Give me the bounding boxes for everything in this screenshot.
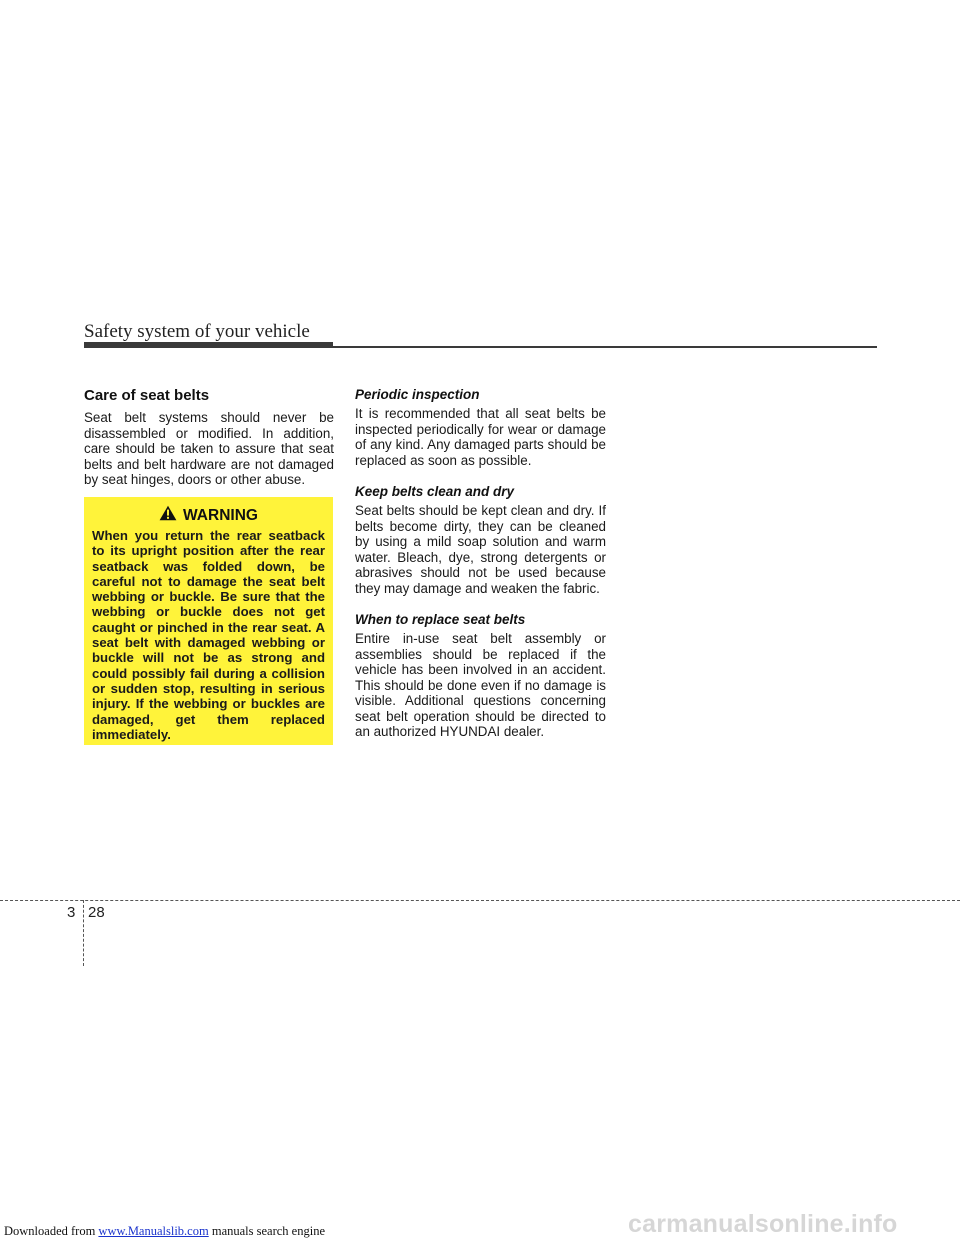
- warning-triangle-icon: [159, 505, 177, 526]
- page-header-title: Safety system of your vehicle: [84, 321, 310, 342]
- warning-text: When you return the rear seatback to its upright position after the rear seatback was folded down, be careful not to damage the seat belt webbing or buckle. Be sure that the webbing or buckle does not get caught or pinched in the rear seat. A seat belt with damaged webbing or buckle will not be as strong and could possibly fail during a collision or sudden stop, resulting in serious injury. If the webbing or buckles are damaged, get them replaced immediately.: [92, 528, 325, 742]
- section-heading-care: Care of seat belts: [84, 387, 210, 404]
- section-body-care: Seat belt systems should never be disassembled or modified. In addition, care should be taken to assure that seat belts and belt hardware are not damaged by seat hinges, doors or other abuse.: [84, 410, 334, 487]
- sub-body-replace: Entire in-use seat belt assembly or assemblies should be replaced if the vehicle has been involved in an accident. This should be done even if no damage is visible. Additional questions concerning seat belt operation should be directed to an authorized HYUNDAI dealer.: [355, 631, 606, 739]
- sub-heading-replace: When to replace seat belts: [355, 612, 526, 627]
- sub-heading-keep-clean: Keep belts clean and dry: [355, 484, 515, 499]
- left-column: [84, 387, 334, 488]
- warning-title: WARNING: [183, 506, 258, 524]
- right-column: [355, 387, 606, 740]
- warning-header: [92, 505, 325, 526]
- manualslib-link[interactable]: www.Manualslib.com: [98, 1224, 209, 1238]
- download-footer: [4, 1224, 325, 1239]
- footer-dashed-vertical: [83, 900, 84, 966]
- page-number: 28: [88, 904, 105, 921]
- header-rule-thin: [84, 346, 877, 348]
- footer-suffix: manuals search engine: [208, 1224, 325, 1238]
- sub-body-periodic-inspection: It is recommended that all seat belts be inspected periodically for wear or damage of any kind. Any damaged parts should be replaced as soon as possible.: [355, 406, 606, 468]
- footer-dashed-rule: [0, 900, 960, 901]
- watermark-text: carmanualsonline.info: [628, 1210, 898, 1238]
- sub-body-keep-clean: Seat belts should be kept clean and dry. If belts become dirty, they can be cleaned by using a mild soap solution and warm water. Bleach, dye, strong detergents or abrasives should not be used because they may damage and weaken the fabric.: [355, 503, 606, 596]
- warning-box: [84, 497, 333, 745]
- sub-heading-periodic-inspection: Periodic inspection: [355, 387, 480, 402]
- footer-prefix: Downloaded from: [4, 1224, 99, 1238]
- chapter-number: 3: [67, 904, 76, 921]
